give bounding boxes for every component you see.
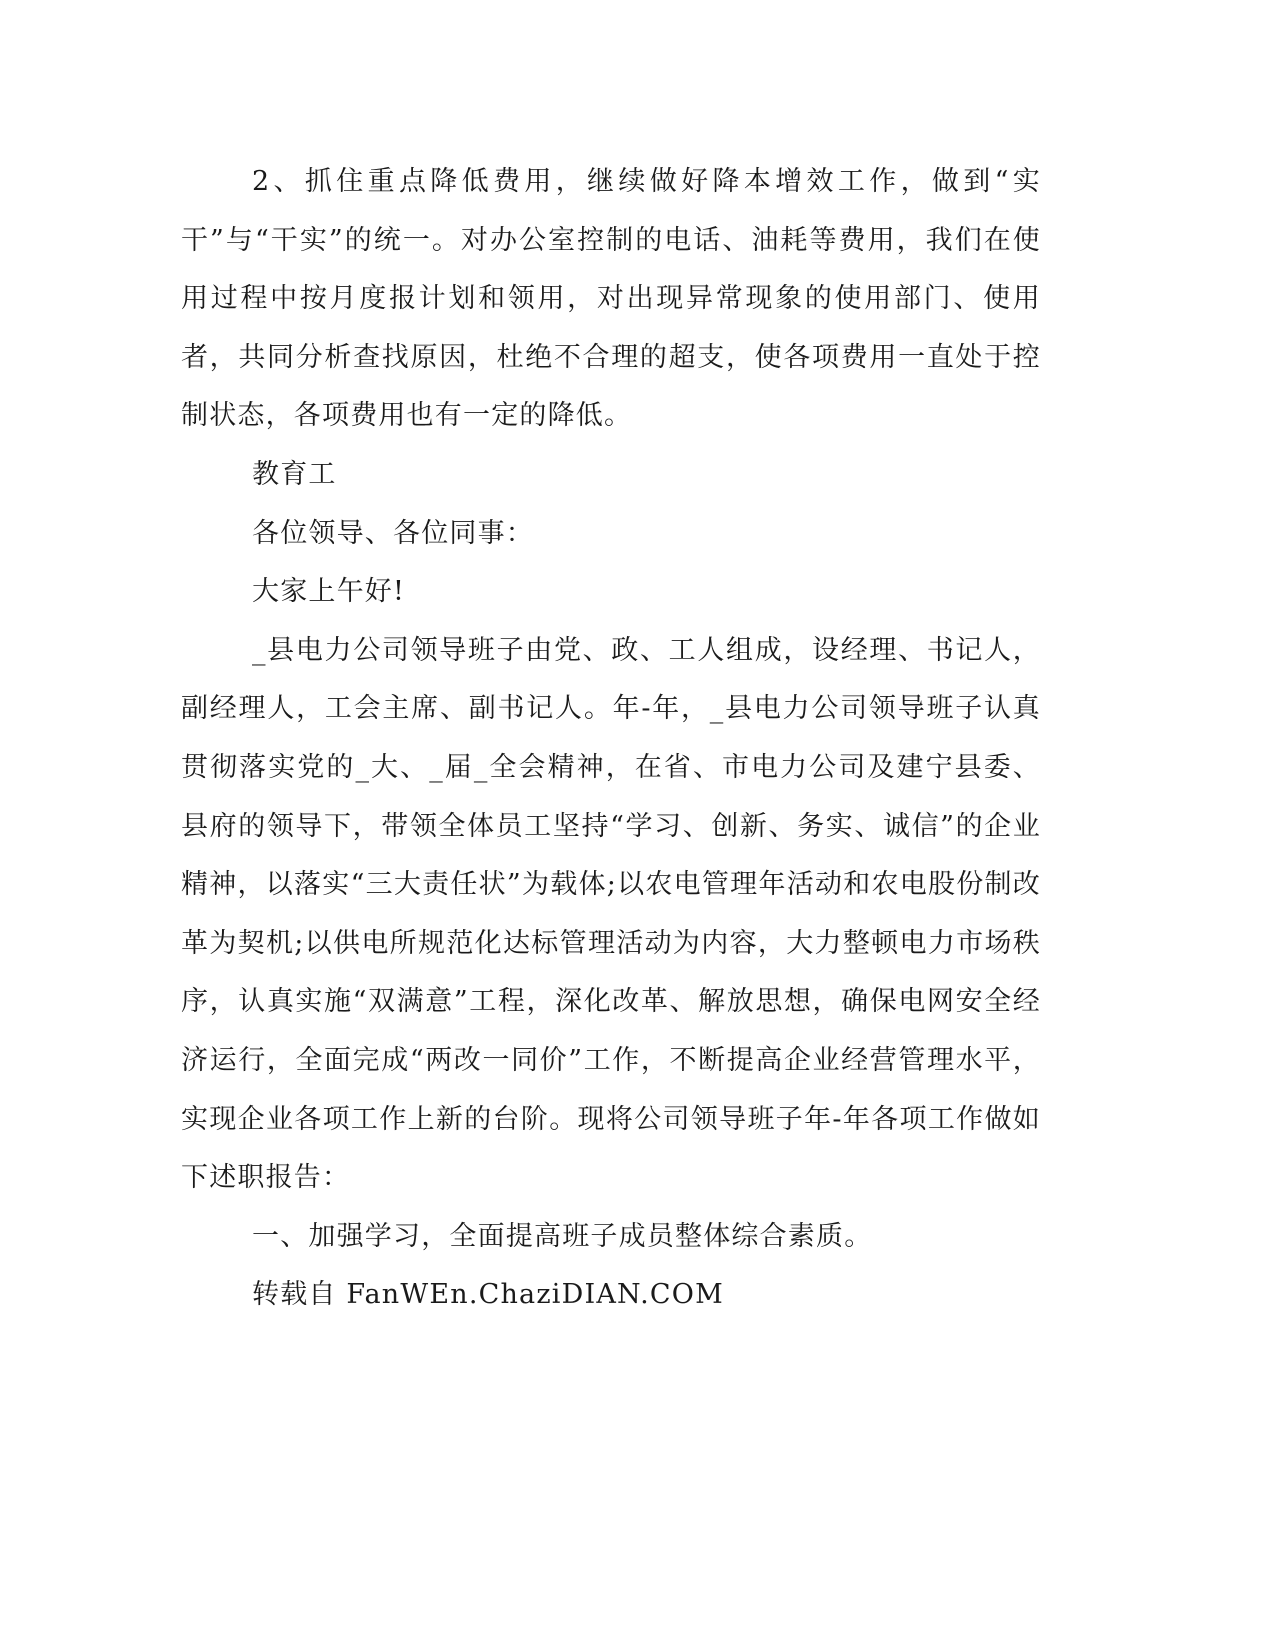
paragraph-report-intro: _县电力公司领导班子由党、政、工人组成，设经理、书记人，副经理人，工会主席、副书记人。年-年，_县电力公司领导班子认真贯彻落实党的_大、_届_全会精神，在省、市电力公司及建宁县委、县府的领导下，带领全体员工坚持“学习、创新、务实、诚信”的企业精神，以落实“三大责任状”为载体;以农电管理年活动和农电股份制改革为契机;以供电所规范化达标管理活动为内容，大力整顿电力市场秩序，认真实施“双满意”工程，深化改革、解放思想，确保电网安全经济运行，全面完成“两改一同价”工作，不断提高企业经营管理水平，实现企业各项工作上新的台阶。现将公司领导班子年-年各项工作做如下述职报告： (181, 634, 1041, 1194)
paragraph-education-heading: 教育工 (252, 458, 337, 490)
document-body (181, 153, 1041, 1325)
paragraph-salutation: 各位领导、各位同事： (252, 517, 534, 549)
paragraph-cost-control: 2、抓住重点降低费用，继续做好降本增效工作，做到“实干”与“干实”的统一。对办公室控制的电话、油耗等费用，我们在使用过程中按月度报计划和领用，对出现异常现象的使用部门、使用者，共同分析查找原因，杜绝不合理的超支，使各项费用一直处于控制状态，各项费用也有一定的降低。 (181, 166, 1041, 432)
paragraph-source-note: 转载自 FanWEn.ChaziDIAN.COM (252, 1279, 724, 1311)
paragraph-greeting: 大家上午好! (252, 576, 406, 608)
paragraph-section-one: 一、加强学习，全面提高班子成员整体综合素质。 (252, 1220, 873, 1252)
